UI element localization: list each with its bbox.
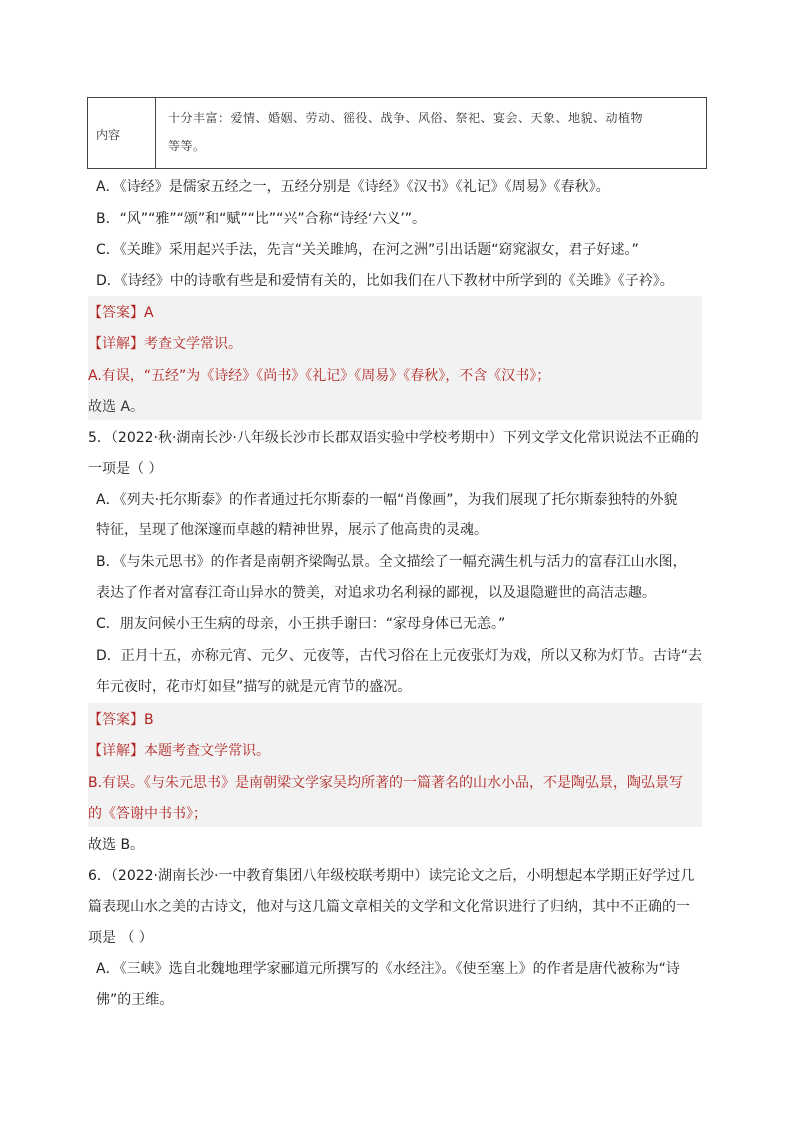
q4-explanation: A.有误，“五经”为《诗经》《尚书》《礼记》《周易》《春秋》，不含《汉书》； [88,368,551,384]
content-table [87,97,707,169]
q5-explanation-line1: B.有误。《与朱元思书》是南朝梁文学家吴均所著的一篇著名的山水小品，不是陶弘景，陶弘景写 [88,775,684,791]
q5-explanation-line2: 的《答谢中书书》； [88,806,207,822]
q5-option-c: C．朋友问候小王生病的母亲，小王拱手谢曰：“家母身体已无恙。” [96,616,506,632]
q5-answer-box [88,703,702,827]
q4-option-b: B．“风”“雅”“颂”和“赋”“比”“兴”合称“诗经‘六义’”。 [96,211,427,227]
q5-stem-line1: 5．（2022·秋·湖南长沙·八年级长沙市长郡双语实验中学校考期中）下列文学文化常识说法不正确的 [88,430,699,446]
table-row-text-line1: 十分丰富：爱情、婚姻、劳动、徭役、战争、风俗、祭祀、宴会、天象、地貌、动植物 [168,111,644,125]
q4-answer-box [88,296,702,420]
table-row-label: 内容 [96,128,121,142]
q4-option-c: C．《关雎》采用起兴手法，先言“关关雎鸠，在河之洲”引出话题“窈窕淑女，君子好逑。” [96,242,639,258]
q4-option-a: A．《诗经》是儒家五经之一，五经分别是《诗经》《汉书》《礼记》《周易》《春秋》。 [96,179,610,195]
q5-detail: 【详解】本题考查文学常识。 [88,743,270,759]
q6-stem-line1: 6．（2022·湖南长沙·一中教育集团八年级校联考期中）读完论文之后，小明想起本学期正好学过几 [88,868,695,884]
q5-stem-line2: 一项是（ ） [88,461,163,477]
table-row-text [168,104,698,160]
q6-option-a-line1: A．《三峡》选自北魏地理学家郦道元所撰写的《水经注》。《使至塞上》的作者是唐代被称为“诗 [96,961,680,977]
q5-conclusion: 故选 B。 [88,837,145,853]
q4-detail: 【详解】考查文学常识。 [88,336,242,352]
table-row-text-line2: 等等。 [168,139,206,153]
q4-answer: 【答案】A [88,305,154,321]
q4-conclusion: 故选 A。 [88,399,145,415]
q5-option-d-line2: 年元夜时，花市灯如昼”描写的就是元宵节的盛况。 [96,679,412,695]
q5-option-b-line2: 表达了作者对富春江奇山异水的赞美，对追求功名利禄的鄙视，以及退隐避世的高洁志趣。 [96,585,656,601]
q5-option-a-line1: A．《列夫·托尔斯泰》的作者通过托尔斯泰的一幅“肖像画”，为我们展现了托尔斯泰独特的外貌 [96,492,678,508]
q5-answer: 【答案】B [88,712,154,728]
table-divider [155,98,156,168]
q5-option-a-line2: 特征，呈现了他深邃而卓越的精神世界，展示了他高贵的灵魂。 [96,522,488,538]
q5-option-b-line1: B．《与朱元思书》的作者是南朝齐梁陶弘景。全文描绘了一幅充满生机与活力的富春江山水图， [96,554,687,570]
q4-option-d: D．《诗经》中的诗歌有些是和爱情有关的，比如我们在八下教材中所学到的《关雎》《子衿》。 [96,273,674,289]
q6-stem-line3: 项是 （ ） [88,930,153,946]
q6-option-a-line2: 佛”的王维。 [96,992,174,1008]
q5-option-d-line1: D．正月十五，亦称元宵、元夕、元夜等，古代习俗在上元夜张灯为戏，所以又称为灯节。古诗“去 [96,648,703,664]
q6-stem-line2: 篇表现山水之美的古诗文，他对与这几篇文章相关的文学和文化常识进行了归纳，其中不正确的一 [88,899,690,915]
